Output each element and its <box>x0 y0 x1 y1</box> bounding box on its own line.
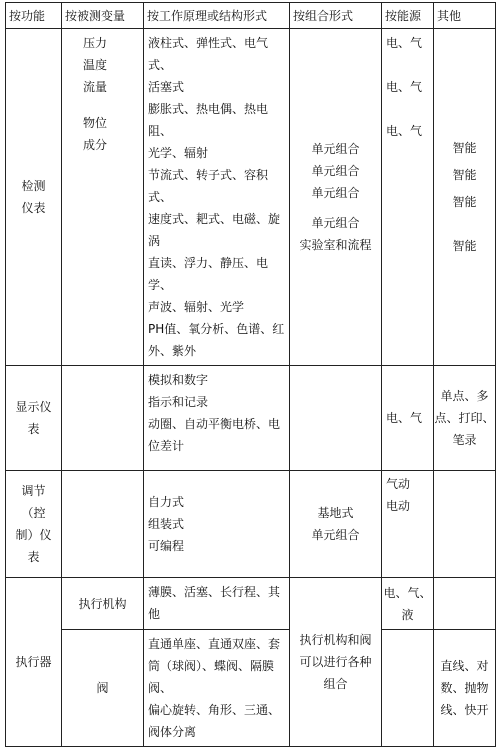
control-row <box>6 471 496 578</box>
actuator-row-1 <box>6 578 496 630</box>
control-combination-cell: 基地式 单元组合 <box>290 471 382 578</box>
actuator-valve-principles-cell: 直通单座、直通双座、套 筒（球阀）、蝶阀、隔膜阀、 偏心旋转、角形、三通、 阀体分离 <box>144 630 290 747</box>
header-other: 其他 <box>434 3 496 29</box>
actuator-valve-energy-cell <box>382 630 434 747</box>
control-energy-cell: 气动 电动 <box>382 471 434 578</box>
actuator-mechanism-other-cell <box>434 578 496 630</box>
detect-other-cell: 智能 智能 智能 智能 <box>434 29 496 366</box>
display-variables-cell <box>62 366 144 471</box>
detect-row <box>6 29 496 366</box>
control-category-cell: 调节 （控 制）仪 表 <box>6 471 62 578</box>
display-row <box>6 366 496 471</box>
display-category-cell: 显示仪 表 <box>6 366 62 471</box>
display-principles-cell: 模拟和数字 指示和记录 动圈、自动平衡电桥、电 位差计 <box>144 366 290 471</box>
header-row <box>6 3 496 29</box>
detect-combination-cell: 单元组合 单元组合 单元组合 单元组合 实验室和流程 <box>290 29 382 366</box>
detect-principles-cell: 液柱式、弹性式、电气式、 活塞式 膨胀式、热电偶、热电阻、 光学、辐射 节流式、转子式、容积式、 速度式、耙式、电磁、旋 涡 直读、浮力、静压、电学、 声波、辐射、光学 PH值、氧分析、色谱、红 外、紫外 <box>144 29 290 366</box>
actuator-mechanism-cell: 执行机构 <box>62 578 144 630</box>
control-other-cell <box>434 471 496 578</box>
actuator-combination-cell: 执行机构和阀 可以进行各种 组合 <box>290 578 382 747</box>
detect-energy-cell: 电、气 电、气 电、气 <box>382 29 434 366</box>
display-other-cell: 单点、多 点、打印、 笔录 <box>434 366 496 471</box>
actuator-mechanism-energy-cell: 电、气、 液 <box>382 578 434 630</box>
header-by-function: 按功能 <box>6 3 62 29</box>
header-by-combination: 按组合形式 <box>290 3 382 29</box>
control-variables-cell <box>62 471 144 578</box>
header-by-energy: 按能源 <box>382 3 434 29</box>
actuator-valve-other-cell: 直线、对 数、抛物 线、快开 <box>434 630 496 747</box>
actuator-category-cell: 执行器 <box>6 578 62 747</box>
actuator-mechanism-principles-cell: 薄膜、活塞、长行程、其 他 <box>144 578 290 630</box>
actuator-row-2 <box>6 630 496 747</box>
detect-variables-cell: 压力 温度 流量 物位 成分 <box>62 29 144 366</box>
display-combination-cell <box>290 366 382 471</box>
display-energy-cell: 电、气 <box>382 366 434 471</box>
header-by-variable: 按被测变量 <box>62 3 144 29</box>
actuator-valve-cell: 阀 <box>62 630 144 747</box>
control-principles-cell: 自力式 组装式 可编程 <box>144 471 290 578</box>
instrument-classification-table <box>5 2 496 747</box>
header-by-principle: 按工作原理或结构形式 <box>144 3 290 29</box>
detect-category-cell: 检测 仪表 <box>6 29 62 366</box>
